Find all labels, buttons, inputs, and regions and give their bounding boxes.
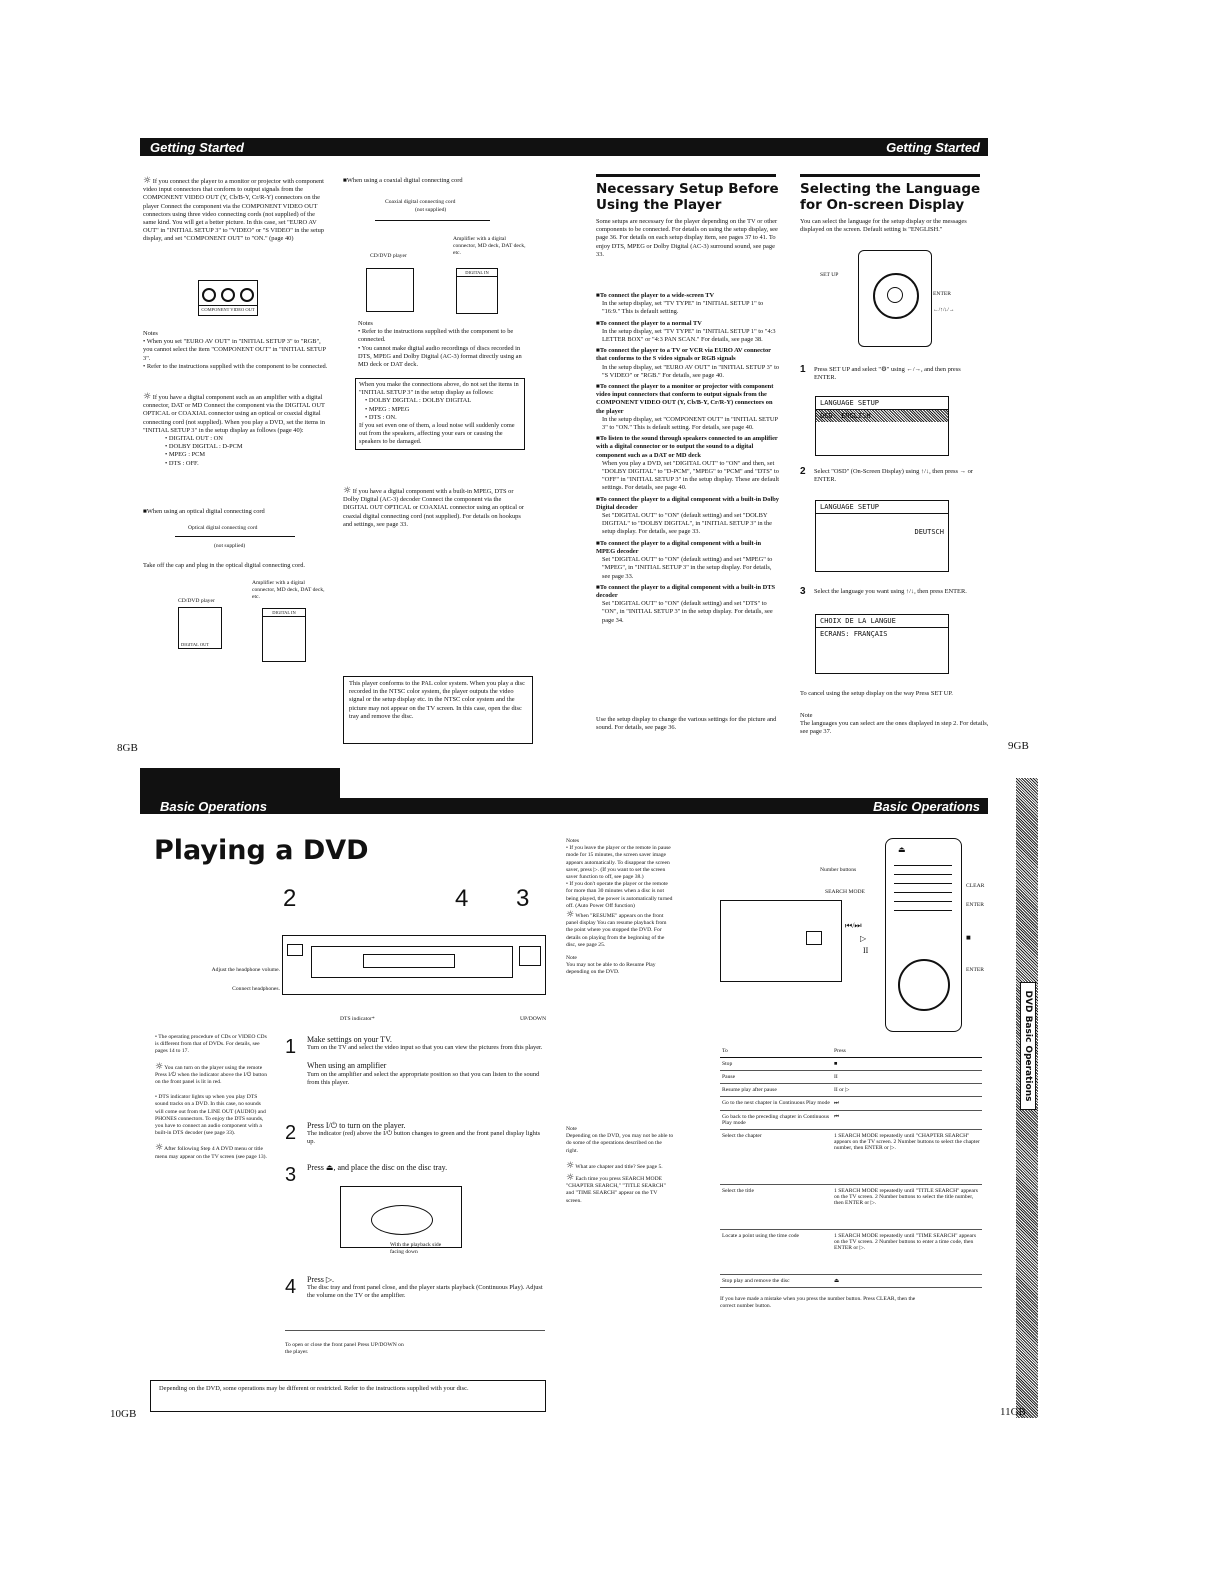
setup-item: ■To connect the player to a digital component with a built-in Dolby Digital decoder Set "DIGITAL OUT" to "ON" (default setting) and set "DOLBY DIGITAL" to "DOLBY DIGITAL", in "INITIAL SETUP 3" in the setup display. For details, see page 33.: [596, 495, 780, 536]
osd-screen-2-head: LANGUAGE SETUP: [816, 501, 948, 514]
notes-col1: Notes • When you set "EURO AV OUT" in "INITIAL SETUP 3" to "RGB", you cannot select the item "COMPONENT OUT" in "INITIAL SETUP 3". • Refer to the instructions supplied with the component to be connected.: [143, 330, 328, 370]
optical-not-supplied: (not supplied): [214, 543, 246, 549]
optical-amp-figure: [262, 608, 306, 662]
table-header-to: To: [720, 1045, 832, 1058]
osd-screen-1-row: OSD: ENGLISH: [816, 410, 948, 422]
osd-screen-3-row: ECRANS: FRANÇAIS: [820, 630, 888, 638]
lang-step-3-num: 3: [800, 586, 806, 597]
tip-component-video: ☼ If you connect the player to a monitor or projector with component video input connectors that conform to output signals from the COMPONENT VIDEO OUT (Y, Cb/B-Y, Cr/R-Y) connectors on the player Connect the component via the COMPONENT VIDEO OUT connectors using three video connecting cords (not supplied) of the same kind. You will get a better picture. In this case, set "EURO AV OUT" in "INITIAL SETUP 3" to "VIDEO" or "S VIDEO" in the setup display, and set "COMPONENT OUT" to "ON." (page 40): [143, 176, 324, 243]
side-tab: [1016, 778, 1038, 1418]
section-title-left: Basic Operations: [160, 799, 267, 814]
remote-figure-bottom: [885, 838, 962, 1032]
language-intro: You can select the language for the setup display or the messages displayed on the screen. Default setting is "ENGLISH.": [800, 218, 967, 234]
front-panel-figure: [720, 900, 842, 982]
callout-2: 2: [283, 885, 297, 912]
warning-box: When you make the connections above, do not set the items in "INITIAL SETUP 3" in the setup display as follows: • DOLBY DIGITAL : DOLBY DIGITAL • MPEG : MPEG • DTS : ON. If you set even one of them, a loud noise will suddenly come out from the speakers, affecting your ears or causing the speakers to be damaged.: [355, 378, 525, 450]
setup-item: ■To connect the player to a TV or VCR via EURO AV connector that conforms to the S video signals or RGB signals In the setup display, set "EURO AV OUT" in "INITIAL SETUP 3" to "S VIDEO" or "RGB." For details, see page 40.: [596, 347, 780, 379]
lang-step-3: Select the language you want using ↑/↓, then press ENTER.: [814, 588, 967, 595]
disc-tray-figure: [340, 1186, 462, 1248]
tip-icon: ☼: [143, 392, 152, 402]
tip-digital-component: ☼ If you have a digital component such as an amplifier with a digital connector, DAT or MD Connect the component via the DIGITAL OUT OPTICAL or COAXIAL connector using an optical or coaxial digital connecting cord (not supplied). When you play a DVD, set the items in "INITIAL SETUP 3" in the setup display as follows (page 40): • DIGITAL OUT : ON • DOLBY DIGITAL : D-PCM • MPEG : PCM • DTS : OFF.: [143, 392, 325, 467]
optical-amp-label: Amplifier with a digital connector, MD deck, DAT deck, etc.: [252, 580, 325, 601]
lang-step-1: Press SET UP and select "⚙" using ←/→, and then press ENTER.: [814, 366, 961, 382]
coax-player-label: CD/DVD player: [370, 253, 407, 259]
remote-enter-2: ENTER: [966, 967, 985, 973]
step-number: 4: [285, 1276, 297, 1298]
enter-label-top: ENTER: [933, 291, 952, 297]
coax-cord-label: Coaxial digital connecting cord: [385, 199, 456, 205]
page-number-8: 8GB: [117, 742, 138, 754]
tip-icon: ☼: [155, 1061, 164, 1072]
remote-clear: CLEAR: [966, 883, 985, 889]
optical-cord-label: Optical digital connecting cord: [188, 525, 258, 531]
step-number: 1: [285, 1036, 297, 1058]
section-bar-getting-started: [140, 138, 988, 156]
remote-figure-top: [858, 250, 932, 347]
play-step-3: [285, 1163, 545, 1186]
setup-items: [596, 292, 781, 628]
step-body: Turn on the TV and select the video input so that you can view the pictures from this player.: [307, 1044, 543, 1052]
step-sub-body: Turn on the amplifier and select the appropriate position so that you can listen to the sound from this player.: [307, 1070, 540, 1086]
coax-amp-figure: [456, 268, 498, 314]
remote-search-mode: SEARCH MODE: [825, 889, 865, 895]
coax-digital-in-label: DIGITAL IN: [457, 269, 497, 277]
mistake-note: If you have made a mistake when you press the number button. Press CLEAR, then the correct number button.: [720, 1296, 916, 1310]
footer-box: Depending on the DVD, some operations may be different or restricted. Refer to the instructions supplied with your disc.: [150, 1380, 546, 1412]
coax-head: ■When using a coaxial digital connecting cord: [343, 177, 463, 184]
language-title: Selecting the Language for On-screen Display: [800, 181, 981, 213]
lang-note-title: Note: [800, 712, 813, 719]
setup-title: Necessary Setup Before Using the Player: [596, 181, 779, 213]
coax-cord-figure: [375, 220, 490, 221]
lang-step-2-num: 2: [800, 466, 806, 477]
osd-screen-3-head: CHOIX DE LA LANGUE: [816, 615, 948, 628]
rule-col4: [800, 174, 980, 177]
setup-item: ■To listen to the sound through speakers connected to an amplifier with a digital connector or to output the sound to a digital component such as a DAT or MD deck When you play a DVD, set "DIGITAL OUT" to "ON" and then, set "DOLBY DIGITAL" to "D-PCM", "MPEG" to "PCM" and "DTS" to "OFF" in "INITIAL SETUP 3" in the setup display. These are default settings. For details, see page 40.: [596, 435, 779, 492]
step-body: The indicator (red) above the I/⏻ button changes to green and the front panel display lights up.: [307, 1130, 541, 1146]
step-sub-head: When using an amplifier: [307, 1061, 387, 1071]
digital-out-label: DIGITAL OUT: [181, 641, 210, 647]
coax-amp-label: Amplifier with a digital connector, MD deck, DAT deck, etc.: [453, 236, 526, 257]
notes-column: Notes • If you leave the player or the remote in pause mode for 15 minutes, the screen saver image appears automatically. To disappear the screen saver, press ▷. (If you want to set the screen saver function to off, see page 38.) • If you don't operate the player or the remote for more than 30 minutes when a disc is not being played, the power is automatically turned off. (Auto Power Off function) ☼ When "RESUME" appears on the front panel display You can resume playback from the point where you stopped the DVD. For details on playing from the beginning of the disc, see page 25. Note You may not be able to do Resume Play depending on the DVD.: [566, 838, 673, 976]
section-title-right: Getting Started: [886, 140, 980, 155]
optical-player-figure: [178, 607, 222, 649]
table-row: Resume play after pause II or ▷: [720, 1084, 982, 1097]
remote-stop: ■: [966, 933, 971, 942]
play-step-1: [285, 1036, 545, 1087]
page-number-11: 11GB: [1000, 1406, 1026, 1418]
section-title-right: Basic Operations: [873, 799, 980, 814]
lang-note: The languages you can select are the ones displayed in step 2. For details, see page 37.: [800, 720, 989, 736]
playback-caption: With the playback side facing down: [390, 1242, 442, 1256]
remote-prev-next: ⏮/⏭: [845, 921, 862, 930]
optical-head: ■When using an optical digital connecting cord: [143, 508, 265, 515]
play-step-4: [285, 1276, 545, 1301]
optical-player-label: CD/DVD player: [178, 598, 215, 604]
step-head: Press I/⏻ to turn on the player.: [307, 1121, 406, 1130]
tip-icon: ☼: [566, 1173, 575, 1184]
side-notes: • The operating procedure of CDs or VIDEO CDs is different from that of DVDs. For details, see pages 14 to 17. ☼ You can turn on the player using the remote Press I/⏻ when the indicator above the I/⏻ button on the front panel is lit in red. • DTS indicator lights up when you play DTS sound tracks on a DVD. In this case, no sounds will come out from the LINE OUT (AUDIO) and PHONES connectors. To enjoy the DTS sounds, you have to connect an audio component with a built-in DTS decoder (see page 33). ☼ After following Step 4 A DVD menu or title menu may appear on the TV screen (see page 13).: [155, 1034, 267, 1160]
digital-in-label: DIGITAL IN: [263, 609, 305, 617]
step-head: Press ▷.: [307, 1275, 335, 1284]
arrows-label: ←/↑/↓/→: [933, 307, 955, 313]
dts-indicator-label: DTS indicator*: [340, 1016, 375, 1022]
table-row: Stop play and remove the disc ⏏: [720, 1275, 982, 1288]
tip-icon: ☼: [143, 176, 152, 186]
optical-take-off: Take off the cap and plug in the optical digital connecting cord.: [143, 562, 305, 569]
step-number: 3: [285, 1164, 297, 1186]
setup-item: ■To connect the player to a monitor or projector with component video input connectors that conform to output signals from the COMPONENT VIDEO OUT (Y, Cb/B-Y, Cr/R-Y) connectors on the player In the setup display, set "COMPONENT OUT" in "INITIAL SETUP 3" to "ON." This is default setting. For details, see page 40.: [596, 383, 778, 432]
dvd-player-figure: [282, 935, 546, 995]
osd-screen-1: [815, 396, 949, 456]
remote-play: ▷: [860, 934, 867, 943]
section-bar-basic-operations: [140, 798, 988, 814]
step-number: 2: [285, 1122, 297, 1144]
coax-player-figure: [366, 268, 414, 312]
rule-col3: [596, 174, 776, 177]
component-video-label: COMPONENT VIDEO OUT: [199, 305, 257, 313]
page-title: Playing a DVD: [154, 835, 369, 866]
remote-eject-label: ⏏: [898, 845, 906, 854]
table-header-press: Press: [832, 1045, 982, 1058]
setup-item: ■To connect the player to a normal TV In the setup display, set "TV TYPE" in "INITIAL SETUP 1" to "4:3 LETTER BOX" or "4:3 PAN SCAN." For details, see page 38.: [596, 319, 776, 344]
open-close-note: To open or close the front panel Press UP/DOWN on the player.: [285, 1342, 404, 1356]
tip-icon: ☼: [566, 1160, 575, 1171]
tip-icon: ☼: [155, 1143, 164, 1154]
remote-pause: II: [863, 946, 869, 955]
callout-3: 3: [516, 885, 530, 912]
lang-step-2: Select "OSD" (On-Screen Display) using ↑/↓, then press → or ENTER.: [814, 468, 973, 484]
lang-step-1-num: 1: [800, 364, 806, 375]
notes-column-lower: Note Depending on the DVD, you may not be able to do some of the operations described on the right. ☼ What are chapter and title? See page 5. ☼ Each time you press SEARCH MODE "CHAPTER SEARCH," "TITLE SEARCH" and "TIME SEARCH" appear on the TV screen.: [566, 1126, 674, 1204]
section-title-left: Getting Started: [150, 140, 244, 155]
table-row: Select the title 1 SEARCH MODE repeatedly until "TITLE SEARCH" appears on the TV screen. 2 Number buttons to select the title number, then ENTER or ▷.: [720, 1185, 982, 1230]
setup-item: ■To connect the player to a digital component with a built-in MPEG decoder Set "DIGITAL OUT" to "ON" (default setting) and set "MPEG" to "MPEG", in "INITIAL SETUP 3" in the setup display. For details, see page 33.: [596, 539, 773, 580]
osd-screen-3: [815, 614, 949, 674]
notes-col2: Notes • Refer to the instructions supplied with the component to be connected. • You cannot make digital audio recordings of discs recorded in DTS, MPEG and Dolby Digital (AC-3) format directly using an MD deck or DAT deck.: [358, 320, 522, 369]
lang-cancel: To cancel using the setup display on the way Press SET UP.: [800, 690, 953, 697]
osd-screen-2-row: DEUTSCH: [914, 528, 944, 536]
step-body: The disc tray and front panel close, and the player starts playback (Continuous Play). Adjust the volume on the TV or the amplifier.: [307, 1284, 543, 1300]
setup-outro: Use the setup display to change the various settings for the picture and sound. For details, see page 36.: [596, 716, 777, 732]
optical-cord-figure: [175, 536, 295, 537]
connect-headphones-label: Connect headphones.: [232, 986, 280, 992]
component-video-figure: [198, 280, 258, 316]
tip-icon: ☼: [343, 486, 352, 496]
setup-button-label: SET UP: [820, 272, 839, 278]
play-step-2: [285, 1122, 545, 1147]
remote-enter-1: ENTER: [966, 902, 985, 908]
page-number-9: 9GB: [1008, 740, 1029, 752]
table-row: Stop ■: [720, 1058, 982, 1071]
tip-builtin-decoder: ☼ If you have a digital component with a built-in MPEG, DTS or Dolby Digital (AC-3) decoder Connect the component via the DIGITAL OUT OPTICAL or COAXIAL connector using an optical or coaxial digital connecting cord (not supplied). For details on hookups and settings, see page 33.: [343, 486, 524, 528]
step-head: Make settings on your TV.: [307, 1035, 392, 1044]
setup-item: ■To connect the player to a digital component with a built-in DTS decoder Set "DIGITAL OUT" to "ON" (default setting) and set "DTS" to "ON", in "INITIAL SETUP 3" in the setup display. For details, see page 34.: [596, 583, 776, 624]
divider: [285, 1330, 545, 1331]
callout-4: 4: [455, 885, 469, 912]
table-header-row: [720, 1045, 982, 1058]
tip-icon: ☼: [566, 910, 575, 921]
bar-top-block: [140, 768, 340, 798]
coax-not-supplied: (not supplied): [415, 207, 447, 213]
operations-table: [720, 1045, 982, 1288]
table-row: Pause II: [720, 1071, 982, 1084]
setup-item: ■To connect the player to a wide-screen TV In the setup display, set "TV TYPE" in "INITIAL SETUP 1" to "16:9." This is default setting.: [596, 292, 764, 316]
table-row: Locate a point using the time code 1 SEARCH MODE repeatedly until "TIME SEARCH" appears on the TV screen. 2 Number buttons to enter a time code, then ENTER or ▷.: [720, 1230, 982, 1275]
osd-screen-2: [815, 500, 949, 572]
pal-box: This player conforms to the PAL color system. When you play a disc recorded in the NTSC color system, the player outputs the video signal or the setup display etc. in the NTSC color system and the picture may not appear on the TV screen. In this case, open the disc tray and remove the disc.: [343, 676, 533, 744]
remote-number-buttons: Number buttons: [820, 867, 857, 873]
table-row: Go back to the preceding chapter in Continuous Play mode ⏮: [720, 1111, 982, 1130]
osd-screen-1-head: LANGUAGE SETUP: [816, 397, 948, 410]
table-row: Go to the next chapter in Continuous Play mode ⏭: [720, 1097, 982, 1111]
setup-intro: Some setups are necessary for the player depending on the TV or other components to be connected. For details on using the setup display, see page 36. For details on each setup display item, see pages 37 to 41. To enjoy DTS, MPEG or Dolby Digital (AC-3) surround sound, see page 33.: [596, 218, 778, 258]
adjust-headphone-label: Adjust the headphone volume.: [211, 967, 280, 973]
page-number-10: 10GB: [110, 1408, 137, 1420]
up-down-label: UP/DOWN: [520, 1016, 547, 1022]
side-tab-label: DVD Basic Operations: [1020, 982, 1036, 1110]
step-head: Press ⏏, and place the disc on the disc tray.: [307, 1163, 448, 1172]
table-row: Select the chapter 1 SEARCH MODE repeatedly until "CHAPTER SEARCH" appears on the TV screen. 2 Number buttons to select the chapter number, then ENTER or ▷.: [720, 1130, 982, 1185]
